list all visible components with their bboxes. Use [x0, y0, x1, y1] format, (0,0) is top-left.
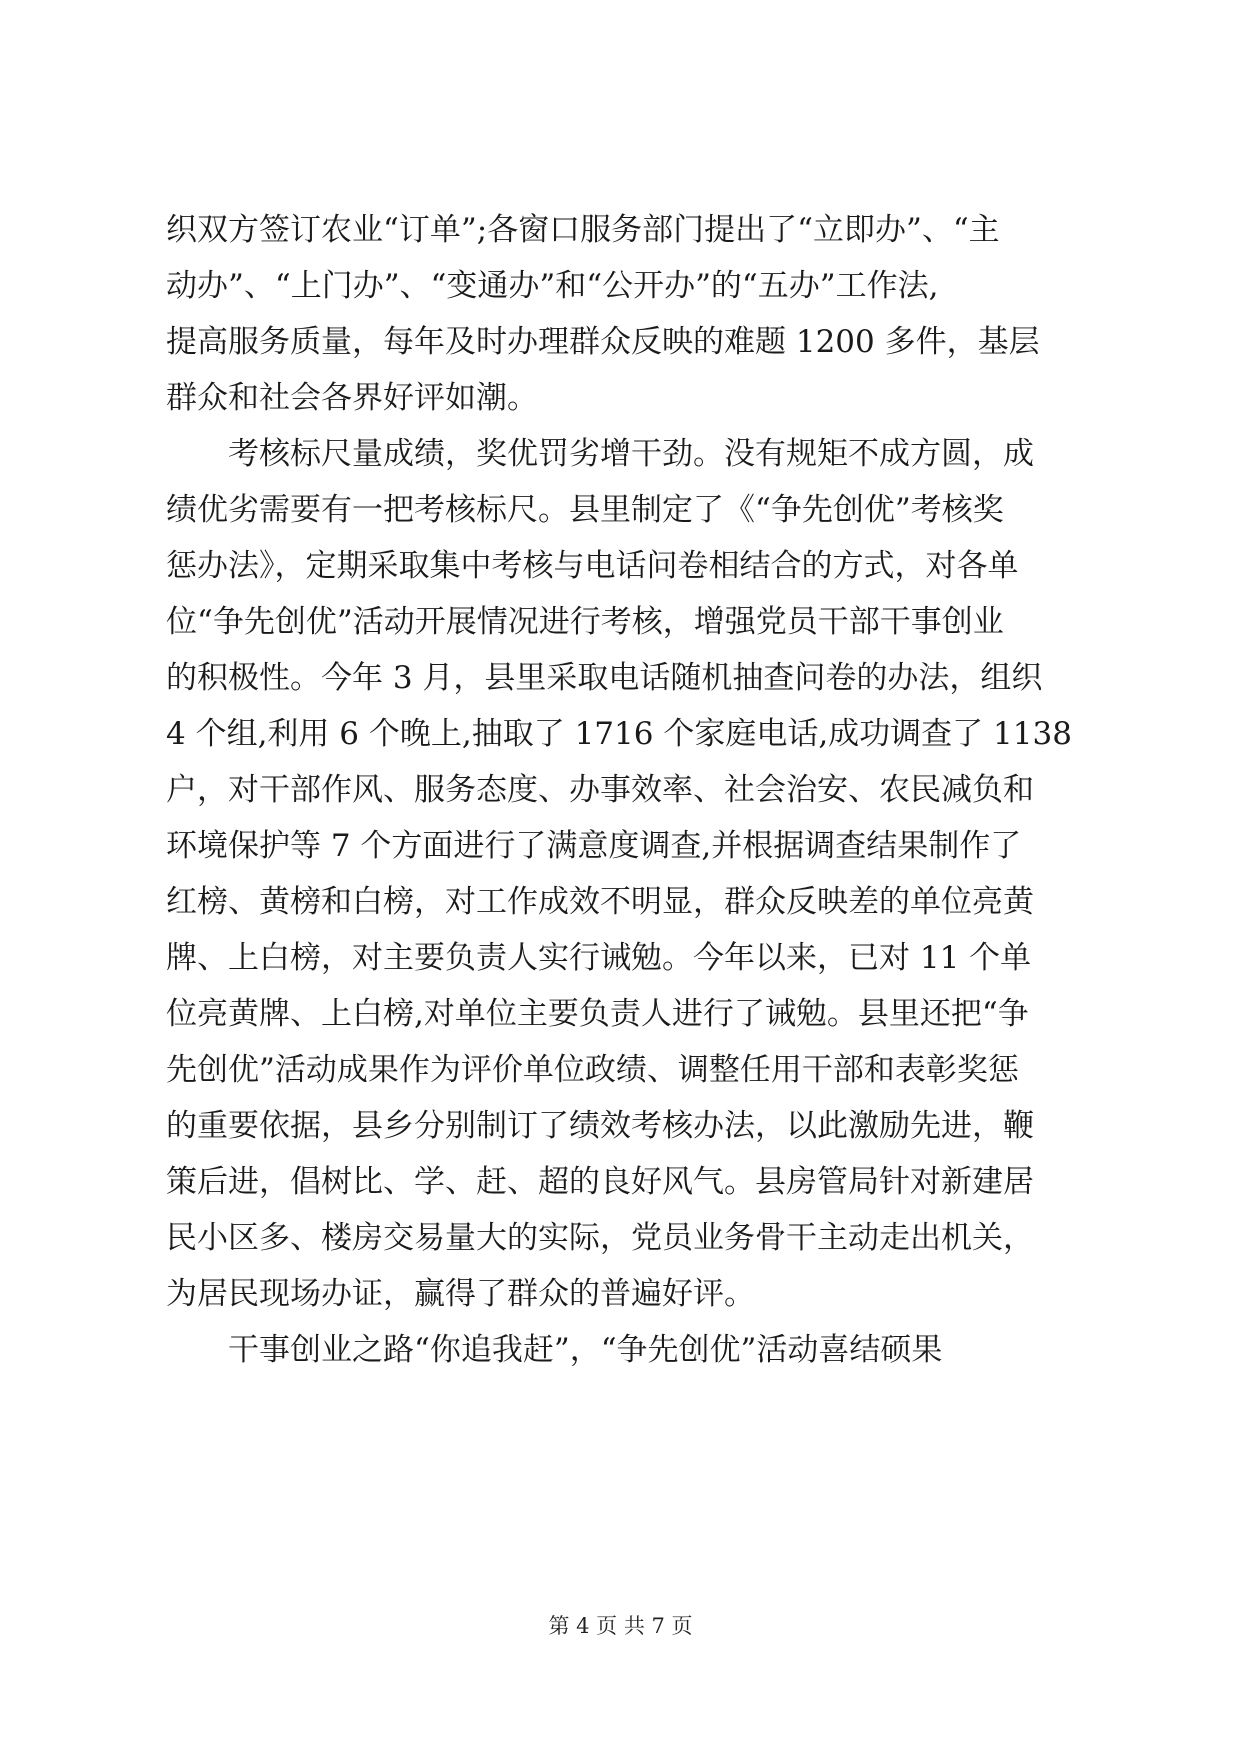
text-line: 策后进，倡树比、学、赶、超的良好风气。县房管局针对新建居: [166, 1164, 1034, 1200]
text-line: 民小区多、楼房交易量大的实际，党员业务骨干主动走出机关，: [166, 1220, 1034, 1256]
text-line: 的积极性。今年 3 月，县里采取电话随机抽查问卷的办法，组织: [166, 660, 1043, 696]
paragraph-first-line: 考核标尺量成绩，奖优罚劣增干劲。没有规矩不成方圆，成: [228, 436, 1034, 472]
page-number-footer: 第 4 页 共 7 页: [548, 1614, 693, 1638]
text-line: 惩办法》，定期采取集中考核与电话问卷相结合的方式，对各单: [166, 548, 1019, 584]
paragraph-first-line: 干事创业之路“你追我赶”，“争先创优”活动喜结硕果: [228, 1332, 943, 1368]
text-line: 牌、上白榜，对主要负责人实行诫勉。今年以来，已对 11 个单: [166, 940, 1032, 976]
text-line: 环境保护等 7 个方面进行了满意度调查,并根据调查结果制作了: [166, 828, 1022, 864]
text-line: 4 个组,利用 6 个晚上,抽取了 1716 个家庭电话,成功调查了 1138: [166, 716, 1072, 752]
text-line: 户，对干部作风、服务态度、办事效率、社会治安、农民减负和: [166, 772, 1034, 808]
text-line: 群众和社会各界好评如潮。: [166, 380, 538, 416]
text-line: 先创优”活动成果作为评价单位政绩、调整任用干部和表彰奖惩: [166, 1052, 1019, 1088]
text-line: 位亮黄牌、上白榜,对单位主要负责人进行了诫勉。县里还把“争: [166, 996, 1029, 1032]
text-line: 的重要依据，县乡分别制订了绩效考核办法，以此激励先进，鞭: [166, 1108, 1034, 1144]
text-line: 为居民现场办证，赢得了群众的普遍好评。: [166, 1276, 755, 1312]
text-line: 绩优劣需要有一把考核标尺。县里制定了《“争先创优”考核奖: [166, 492, 1004, 528]
text-line: 红榜、黄榜和白榜，对工作成效不明显，群众反映差的单位亮黄: [166, 884, 1034, 920]
text-line: 位“争先创优”活动开展情况进行考核，增强党员干部干事创业: [166, 604, 1004, 640]
text-line: 织双方签订农业“订单”;各窗口服务部门提出了“立即办”、“主: [166, 212, 1000, 248]
text-line: 动办”、“上门办”、“变通办”和“公开办”的“五办”工作法,: [166, 268, 939, 304]
text-line: 提高服务质量，每年及时办理群众反映的难题 1200 多件，基层: [166, 324, 1040, 360]
